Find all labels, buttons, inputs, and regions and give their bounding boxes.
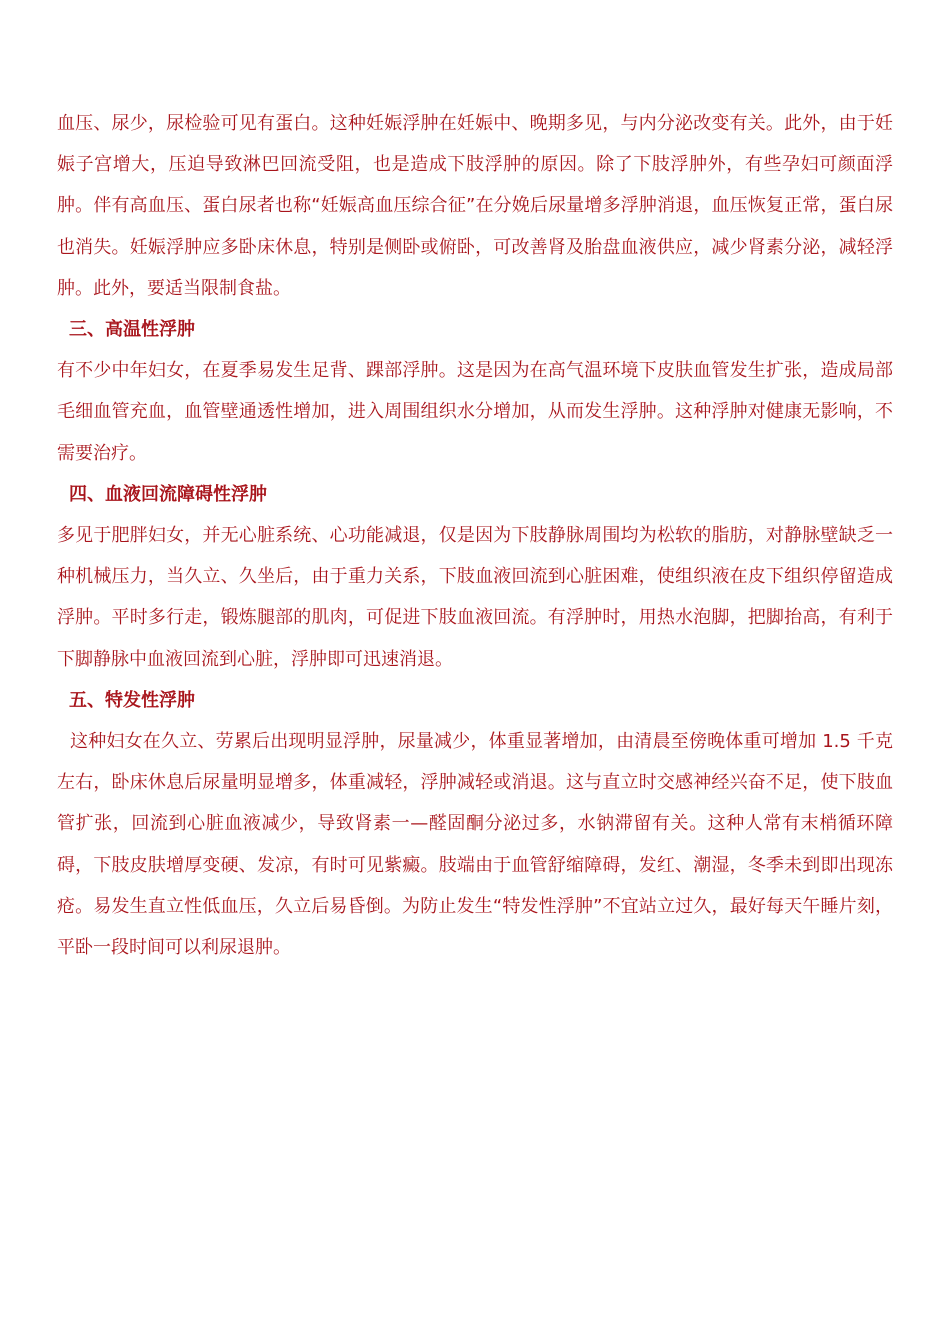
heading-idiopathic-edema: 五、特发性浮肿 xyxy=(69,689,195,711)
paragraph-blood-return-edema: 多见于肥胖妇女，并无心脏系统、心功能减退，仅是因为下肢静脉周围均为松软的脂肪，对静脉壁缺乏一种机械压力，当久立、久坐后，由于重力关系，下肢血液回流到心脏困难，使组织液在皮下组织停留造成浮肿。平时多行走，锻炼腿部的肌肉，可促进下肢血液回流。有浮肿时，用热水泡脚，把脚抬高，有利于下脚静脉中血液回流到心脏，浮肿即可迅速消退。 xyxy=(57,525,893,670)
heading-high-temperature-edema: 三、高温性浮肿 xyxy=(69,319,195,341)
document-body xyxy=(57,103,893,968)
paragraph-idiopathic-edema: 这种妇女在久立、劳累后出现明显浮肿，尿量减少，体重显著增加，由清晨至傍晚体重可增加 1.5 千克左右，卧床休息后尿量明显增多，体重减轻，浮肿减轻或消退。这与直立时交感神经兴奋不足，使下肢血管扩张，回流到心脏血液减少，导致肾素一—醛固酮分泌过多，水钠滞留有关。这种人常有末梢循环障碍，下肢皮肤增厚变硬、发凉，有时可见紫癜。肢端由于血管舒缩障碍，发红、潮湿，冬季未到即出现冻疮。易发生直立性低血压，久立后易昏倒。为防止发生“特发性浮肿”不宜站立过久，最好每天午睡片刻，平卧一段时间可以利尿退肿。 xyxy=(57,731,893,959)
heading-blood-return-edema: 四、血液回流障碍性浮肿 xyxy=(69,483,267,505)
paragraph-pregnancy-edema: 血压、尿少，尿检验可见有蛋白。这种妊娠浮肿在妊娠中、晚期多见，与内分泌改变有关。此外，由于妊娠子宫增大，压迫导致淋巴回流受阻，也是造成下肢浮肿的原因。除了下肢浮肿外，有些孕妇可颜面浮肿。伴有高血压、蛋白尿者也称“妊娠高血压综合征”在分娩后尿量增多浮肿消退，血压恢复正常，蛋白尿也消失。妊娠浮肿应多卧床休息，特别是侧卧或俯卧，可改善肾及胎盘血液供应，减少肾素分泌，减轻浮肿。此外，要适当限制食盐。 xyxy=(57,113,893,299)
paragraph-high-temperature-edema: 有不少中年妇女，在夏季易发生足背、踝部浮肿。这是因为在高气温环境下皮肤血管发生扩张，造成局部毛细血管充血，血管壁通透性增加，进入周围组织水分增加，从而发生浮肿。这种浮肿对健康无影响，不需要治疗。 xyxy=(57,360,893,464)
